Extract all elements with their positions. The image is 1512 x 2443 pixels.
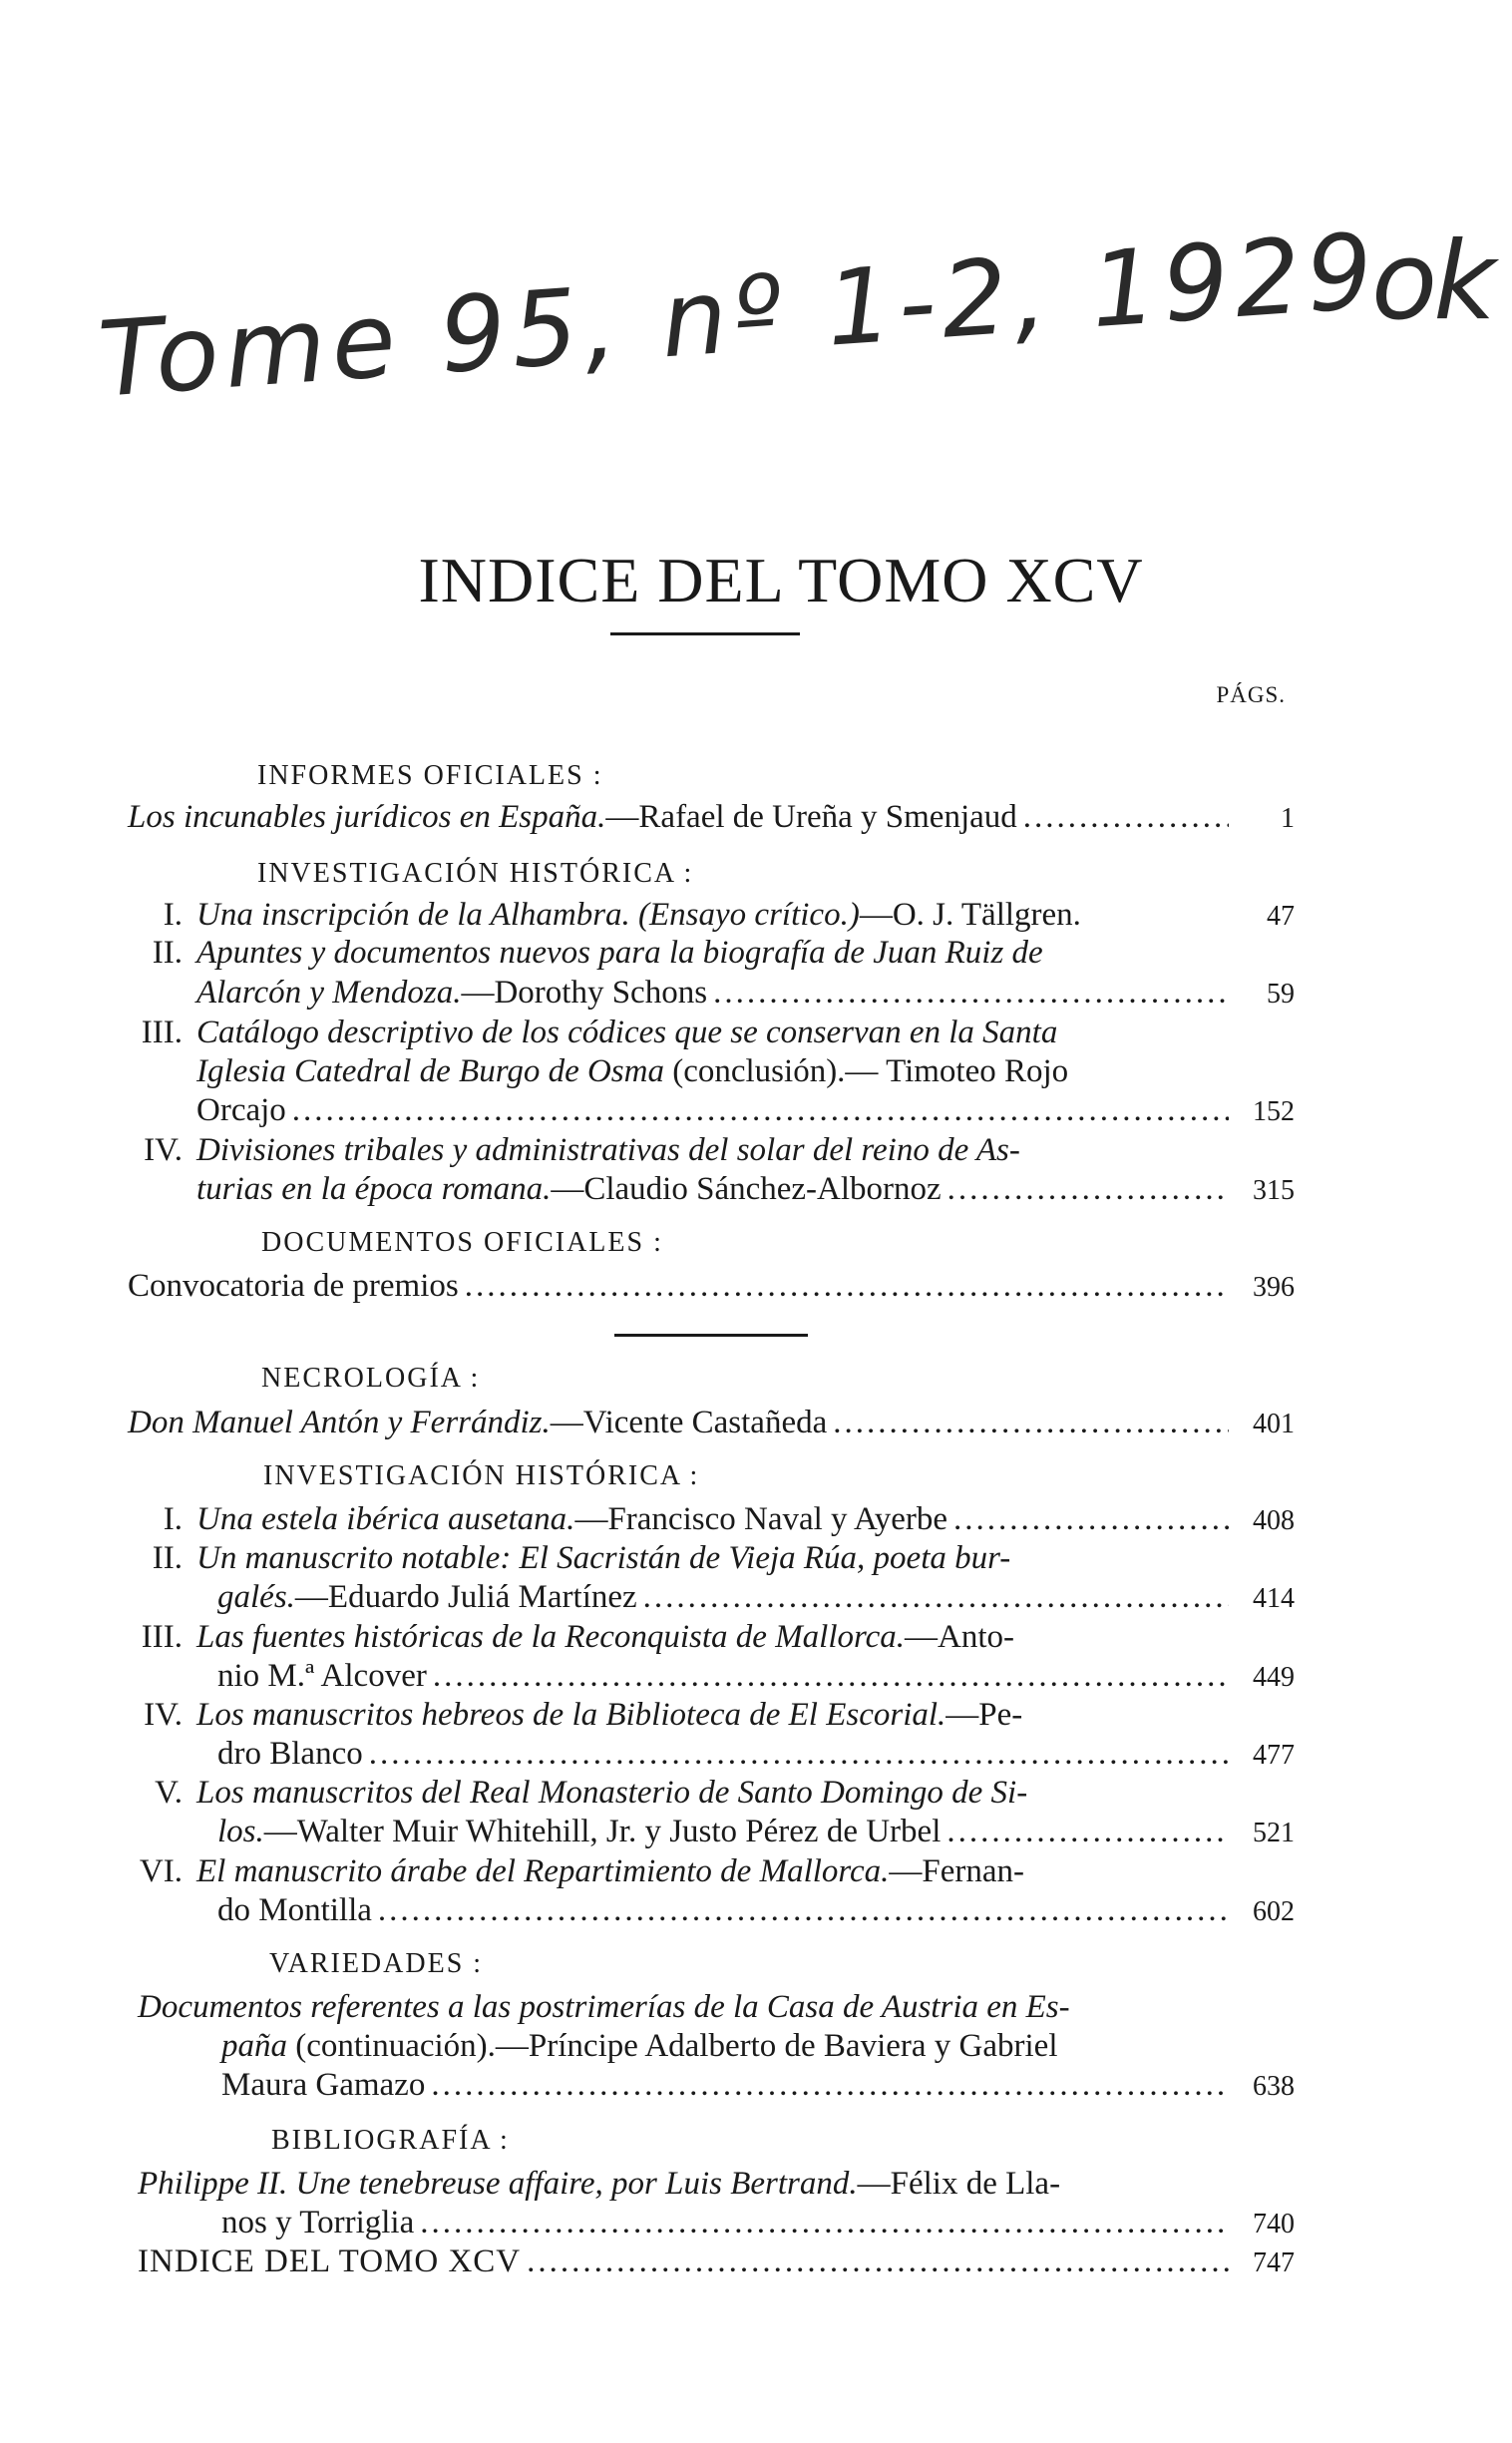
- toc-entry: [128, 798, 1295, 838]
- entry-author: —Félix de Lla-: [857, 2166, 1061, 2202]
- entry-number: I.: [163, 897, 183, 933]
- entry-page: 747: [1253, 2247, 1295, 2278]
- entry-author: —Pe-: [945, 1697, 1023, 1733]
- entry-title: Apuntes y documentos nuevos para la biografía de Juan Ruiz de: [196, 935, 1043, 971]
- pages-column-label: PÁGS.: [1216, 682, 1286, 707]
- entry-title: El manuscrito árabe del Repartimiento de Mallorca.: [196, 1853, 890, 1889]
- toc-entry-continued: [196, 974, 1295, 1014]
- toc-entry-continued: [221, 2027, 1249, 2065]
- leader-dots: [527, 2242, 1229, 2280]
- entry-page: 1: [1281, 803, 1295, 834]
- entry-author: —Rafael de Ureña y Smenjaud: [605, 799, 1017, 835]
- entry-page: 408: [1253, 1505, 1295, 1536]
- toc-entry: [128, 1404, 1295, 1443]
- toc-entry: [128, 934, 1235, 972]
- leader-dots: [953, 1500, 1229, 1538]
- leader-dots: [1023, 798, 1229, 836]
- entry-number: IV.: [144, 1132, 183, 1168]
- entry-page: 152: [1253, 1096, 1295, 1127]
- entry-title: Una inscripción de la Alhambra. (Ensayo crítico.): [196, 897, 860, 933]
- section-heading-investigacion: INVESTIGACIÓN HISTÓRICA :: [257, 858, 694, 889]
- toc-entry: [128, 1267, 1295, 1307]
- toc-entry-continued: [217, 1578, 1295, 1618]
- entry-title: Los manuscritos del Real Monasterio de Santo Domingo de Si-: [196, 1775, 1028, 1811]
- entry-number: I.: [163, 1501, 183, 1537]
- entry-title: INDICE DEL TOMO XCV: [138, 2243, 522, 2279]
- toc-entry: [128, 1500, 1295, 1540]
- entry-page: 47: [1267, 901, 1295, 932]
- entry-title: Una estela ibérica ausetana.: [196, 1501, 575, 1537]
- section-heading-necrologia: NECROLOGÍA :: [261, 1363, 481, 1394]
- toc-entry: [128, 896, 1295, 936]
- entry-author: —Dorothy Schons: [461, 975, 708, 1011]
- handwritten-volume-note: Tome 95, nº 1-2, 1929: [95, 209, 1383, 421]
- entry-title: turias en la época romana.: [196, 1171, 552, 1207]
- entry-page: 521: [1253, 1818, 1295, 1848]
- entry-title: Divisiones tribales y administrativas del solar del reino de As-: [196, 1132, 1020, 1168]
- entry-title: Un manuscrito notable: El Sacristán de Vieja Rúa, poeta bur-: [196, 1540, 1011, 1576]
- entry-page: 449: [1253, 1662, 1295, 1693]
- leader-dots: [713, 974, 1229, 1012]
- entry-title: Los incunables jurídicos en España.: [128, 799, 606, 835]
- leader-dots: [369, 1735, 1229, 1773]
- section-heading-informes: INFORMES OFICIALES :: [257, 760, 603, 791]
- entry-number: V.: [155, 1775, 183, 1811]
- entry-page: 477: [1253, 1740, 1295, 1771]
- toc-entry: [128, 1131, 1235, 1169]
- leader-dots: [433, 1657, 1229, 1695]
- toc-entry: [128, 1852, 1235, 1890]
- toc-entry: [138, 2242, 1295, 2282]
- entry-author: —O. J. Tällgren.: [859, 897, 1081, 933]
- entry-author: nio M.ª Alcover: [217, 1658, 427, 1694]
- section-heading-investigacion: INVESTIGACIÓN HISTÓRICA :: [263, 1460, 700, 1491]
- toc-entry-continued: [221, 2204, 1295, 2243]
- toc-entry-continued: [217, 1735, 1295, 1775]
- leader-dots: [420, 2204, 1229, 2241]
- handwritten-ok-mark: ok: [1371, 219, 1492, 344]
- entry-author: dro Blanco: [217, 1736, 363, 1772]
- leader-dots: [833, 1404, 1229, 1441]
- section-heading-bibliografia: BIBLIOGRAFÍA :: [271, 2125, 510, 2156]
- entry-page: 396: [1253, 1272, 1295, 1303]
- leader-dots: [946, 1813, 1229, 1850]
- entry-number: IV.: [144, 1697, 183, 1733]
- toc-entry: [138, 2165, 1235, 2203]
- entry-author: —Fernan-: [889, 1853, 1025, 1889]
- entry-title: los.: [217, 1814, 264, 1849]
- title-divider: [610, 632, 800, 635]
- entry-title: Los manuscritos hebreos de la Biblioteca de El Escorial.: [196, 1697, 946, 1733]
- entry-author: (conclusión).— Timoteo Rojo: [663, 1053, 1069, 1089]
- entry-title: Alarcón y Mendoza.: [196, 975, 462, 1011]
- entry-page: 59: [1267, 979, 1295, 1010]
- toc-entry: [128, 1014, 1235, 1051]
- entry-author: —Walter Muir Whitehill, Jr. y Justo Pérez de Urbel: [263, 1814, 942, 1849]
- entry-author: —Francisco Naval y Ayerbe: [574, 1501, 948, 1537]
- toc-entry-continued: [196, 1052, 1295, 1090]
- entry-author: (continuación).—Príncipe Adalberto de Baviera y Gabriel: [287, 2028, 1058, 2064]
- entry-title: Catálogo descriptivo de los códices que se conservan en la Santa: [196, 1015, 1058, 1050]
- leader-dots: [947, 1170, 1229, 1208]
- entry-number: VI.: [139, 1853, 183, 1889]
- entry-author: nos y Torriglia: [221, 2205, 415, 2240]
- entry-page: 315: [1253, 1175, 1295, 1206]
- toc-entry: [128, 1696, 1235, 1734]
- entry-title: galés.: [217, 1579, 295, 1615]
- section-heading-documentos: DOCUMENTOS OFICIALES :: [261, 1227, 663, 1258]
- entry-author: —Anto-: [905, 1619, 1015, 1655]
- toc-entry: [138, 1988, 1235, 2026]
- entry-title: Las fuentes históricas de la Reconquista de Mallorca.: [196, 1619, 906, 1655]
- entry-number: III.: [141, 1619, 183, 1655]
- leader-dots: [378, 1891, 1229, 1929]
- entry-author: Orcajo: [196, 1092, 286, 1128]
- entry-title: Documentos referentes a las postrimerías de la Casa de Austria en Es-: [138, 1989, 1070, 2025]
- section-heading-variedades: VARIEDADES :: [269, 1948, 484, 1979]
- toc-entry-continued: [217, 1657, 1295, 1697]
- entry-number: III.: [141, 1015, 183, 1050]
- toc-entry-continued: [217, 1891, 1295, 1931]
- leader-dots: [431, 2066, 1229, 2104]
- entry-author: —Claudio Sánchez-Albornoz: [551, 1171, 942, 1207]
- entry-author: do Montilla: [217, 1892, 372, 1928]
- entry-number: II.: [152, 935, 183, 971]
- entry-title: Don Manuel Antón y Ferrándiz.: [128, 1405, 551, 1440]
- entry-number: II.: [152, 1540, 183, 1576]
- toc-entry-continued: [196, 1091, 1295, 1131]
- leader-dots: [643, 1578, 1229, 1616]
- toc-entry: [128, 1618, 1235, 1656]
- entry-author: Maura Gamazo: [221, 2067, 426, 2103]
- toc-entry: [128, 1774, 1235, 1812]
- leader-dots: [292, 1091, 1229, 1129]
- entry-title: paña: [221, 2028, 287, 2064]
- entry-title: Philippe II. Une tenebreuse affaire, por Luis Bertrand.: [138, 2166, 858, 2202]
- section-divider: [614, 1334, 808, 1337]
- entry-author: —Vicente Castañeda: [550, 1405, 828, 1440]
- toc-entry-continued: [221, 2066, 1295, 2106]
- toc-entry-continued: [196, 1170, 1295, 1210]
- toc-entry: [128, 1539, 1235, 1577]
- entry-author: —Eduardo Juliá Martínez: [294, 1579, 637, 1615]
- entry-title: Convocatoria de premios: [128, 1268, 459, 1304]
- entry-page: 602: [1253, 1896, 1295, 1927]
- entry-title: Iglesia Catedral de Burgo de Osma: [196, 1053, 664, 1089]
- entry-page: 638: [1253, 2071, 1295, 2102]
- entry-page: 401: [1253, 1409, 1295, 1439]
- leader-dots: [465, 1267, 1229, 1305]
- page-title: INDICE DEL TOMO XCV: [418, 545, 1144, 615]
- entry-page: 414: [1253, 1583, 1295, 1614]
- toc-entry-continued: [217, 1813, 1295, 1852]
- entry-page: 740: [1253, 2209, 1295, 2239]
